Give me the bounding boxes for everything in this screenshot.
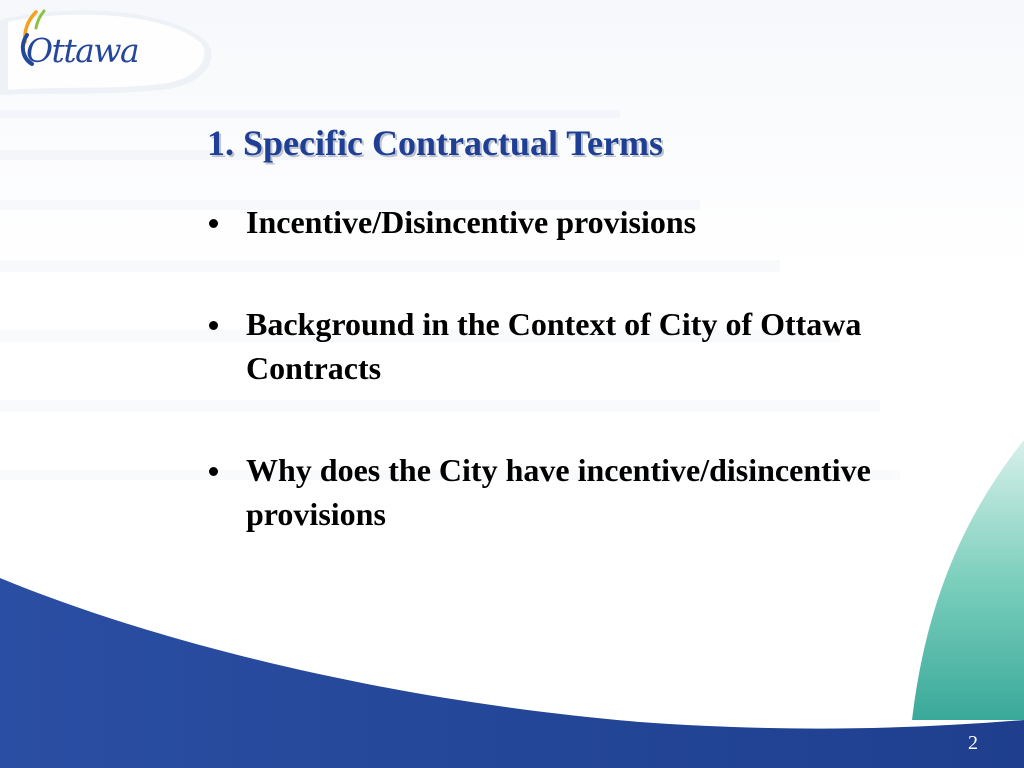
slide-title: 1. Specific Contractual Terms: [207, 123, 663, 163]
bullet-text: Background in the Context of City of Ottawa Contracts: [246, 306, 862, 386]
bullet-item: [206, 200, 906, 244]
bullet-item: [206, 448, 906, 536]
logo-wordmark: Ottawa: [26, 31, 139, 70]
bullet-text: Why does the City have incentive/disincentive provisions: [246, 452, 871, 532]
teal-wave: [912, 440, 1024, 720]
bullet-item: [206, 302, 906, 390]
navy-wave-band: [0, 578, 1024, 768]
bullet-list: [206, 200, 906, 536]
bullet-dot-icon: [209, 467, 218, 476]
page-number: 2: [968, 732, 978, 754]
bullet-dot-icon: [209, 219, 218, 228]
bullet-text: Incentive/Disincentive provisions: [246, 204, 697, 240]
bullet-dot-icon: [209, 321, 218, 330]
ottawa-logo: [0, 0, 230, 110]
